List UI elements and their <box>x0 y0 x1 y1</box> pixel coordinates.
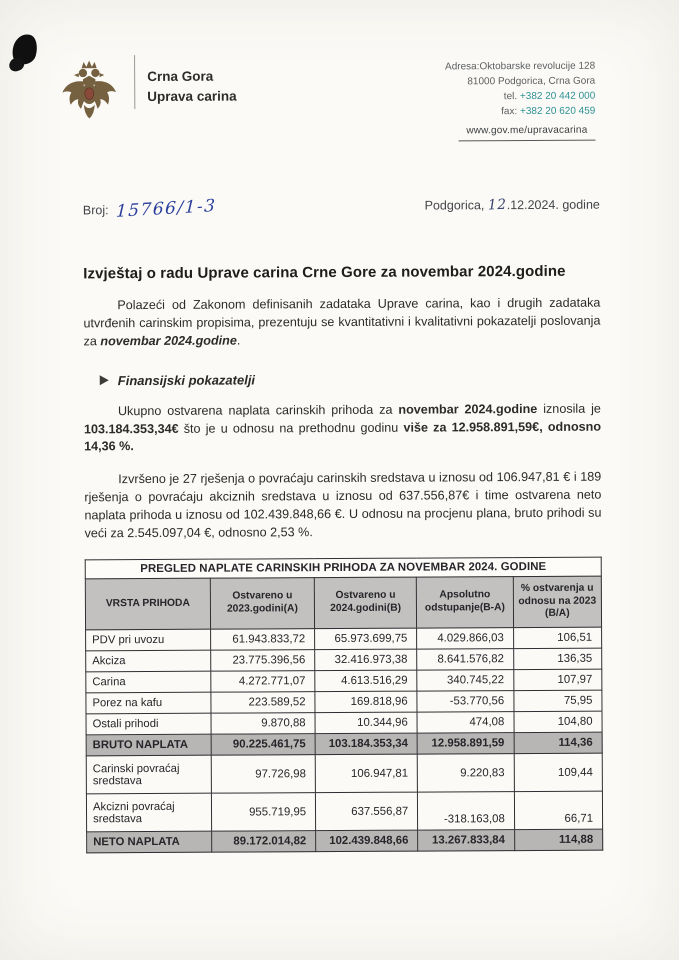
row-label-cell: Carinski povraćaj sredstava <box>86 756 211 795</box>
value-cell: 104,80 <box>514 711 602 732</box>
row-label-cell: PDV pri uvozu <box>86 630 211 652</box>
row-label-cell: Akciza <box>86 651 211 673</box>
fax-value: +382 20 620 459 <box>519 105 596 118</box>
fax-line <box>445 104 595 120</box>
value-cell: 109,44 <box>514 753 602 791</box>
value-cell: 223.589,52 <box>211 692 315 714</box>
revenue-table <box>85 556 604 853</box>
value-cell: 9.220,83 <box>417 754 514 793</box>
section-heading-label: Finansijski pokazatelji <box>117 372 256 388</box>
table-row-pdv <box>86 627 602 651</box>
text-segment: iznosila je <box>537 401 601 416</box>
value-cell: 474,08 <box>417 712 514 734</box>
value-cell: 169.818,96 <box>315 691 417 713</box>
value-cell: 114,88 <box>514 829 602 850</box>
table-row-carinski-povracaj <box>86 753 602 794</box>
row-label-cell: Porez na kafu <box>86 693 211 715</box>
value-cell: 89.172.014,82 <box>211 831 315 853</box>
value-cell: 90.225.461,75 <box>211 734 315 756</box>
brand-block <box>58 55 237 133</box>
table-row-porez-na-kafu <box>86 690 602 714</box>
value-cell: 4.613.516,29 <box>315 670 417 692</box>
value-cell: 65.973.699,75 <box>315 628 417 650</box>
value-cell: 955.719,95 <box>211 793 315 832</box>
value-cell: 8.641.576,82 <box>417 649 514 671</box>
place-name: Podgorica, <box>424 198 485 213</box>
value-cell: 103.184.353,34 <box>315 733 417 755</box>
text-segment-bold: više za 12.958.891,59€, odnosno 14,36 %. <box>84 419 602 454</box>
document-number <box>82 195 217 222</box>
address-block <box>445 53 596 142</box>
phone-value: +382 20 442 000 <box>519 90 596 103</box>
value-cell: 13.267.833,84 <box>418 830 515 852</box>
row-label-cell: Akcizni povraćaj sredstava <box>86 794 211 833</box>
org-name-country: Crna Gora <box>147 68 214 85</box>
coat-of-arms-icon <box>58 57 122 132</box>
table-row-ostali-prihodi <box>86 711 602 735</box>
value-cell: 106.947,81 <box>315 754 417 793</box>
document-title: Izvještaj o radu Uprave carina Crne Gore za novembar 2024.godine <box>83 262 566 283</box>
value-cell: 102.439.848,66 <box>316 830 418 852</box>
col-header-odstupanje: Apsolutno odstupanje(B-A) <box>417 576 514 628</box>
value-cell: 4.272.771,07 <box>211 671 315 693</box>
phone-line <box>445 89 595 105</box>
website-link: www.gov.me/upravacarina <box>458 122 595 142</box>
letterhead <box>0 0 678 144</box>
text-segment: što je u odnosu na prethodnu godinu <box>178 420 404 436</box>
value-cell: 61.943.833,72 <box>210 629 314 651</box>
col-header-2023: Ostvareno u 2023.godini(A) <box>210 577 314 629</box>
document-number-handwritten: 15766/1-3 <box>115 195 217 222</box>
col-header-2024: Ostvareno u 2024.godini(B) <box>314 577 416 629</box>
table-header-row <box>85 576 601 630</box>
value-cell: 66,71 <box>514 791 602 829</box>
meta-row <box>83 197 600 220</box>
address-line-2: 81000 Podgorica, Crna Gora <box>467 75 596 88</box>
value-cell: 106,51 <box>513 627 601 648</box>
value-cell: 97.726,98 <box>211 755 315 794</box>
value-cell: 4.029.866,03 <box>417 628 514 650</box>
row-label-cell: BRUTO NAPLATA <box>86 735 211 757</box>
document-number-label: Broj: <box>82 203 109 218</box>
table-row-akcizni-povracaj <box>86 791 602 832</box>
text-segment: . <box>236 333 241 348</box>
table-row-bruto-naplata <box>86 732 602 756</box>
table-title: PREGLED NAPLATE CARINSKIH PRIHODA ZA NOVEMBAR 2024. GODINE <box>85 557 601 579</box>
value-cell: 114,36 <box>514 732 602 753</box>
text-segment: Polazeći od Zakonom definisanih zadataka Uprave carina, kao i drugih zadataka utvrđenih carinskim propisima, prezentuju se kvantitativni i kvalitativni pokazatelji poslovanja za <box>83 295 601 349</box>
date-day-handwritten: 12 <box>487 196 508 214</box>
table-row-neto-naplata <box>87 829 603 853</box>
value-cell: 32.416.973,38 <box>315 649 417 671</box>
value-cell: 75,95 <box>514 690 602 711</box>
org-name-agency: Uprava carina <box>147 88 237 105</box>
value-cell: 9.870,88 <box>211 713 315 735</box>
value-cell: -318.163,08 <box>418 792 515 831</box>
address-line-1: Adresa:Oktobarske revolucije 128 <box>445 60 596 73</box>
row-label-cell: NETO NAPLATA <box>87 832 212 854</box>
date-rest: .12.2024. godine <box>506 197 600 213</box>
arrow-bullet-icon <box>100 375 109 385</box>
website-line <box>445 119 595 142</box>
phone-label: tel. <box>503 91 518 103</box>
col-header-vrsta-prihoda: VRSTA PRIHODA <box>85 578 210 630</box>
value-cell: 23.775.396,56 <box>211 650 315 672</box>
paragraph-naplata <box>84 400 601 456</box>
col-header-procenat: % ostvarenja u odnosu na 2023 (B/A) <box>513 576 602 628</box>
paragraph-povracaj: Izvršeno je 27 rješenja o povraćaju carinskih sredstava u iznosu od 106.947,81 € i 189 rješenja o povraćaju akciznih sredstava u iznosu od 637.556,87€ i time ostvarena neto naplata prihoda u iznosu od 102.439.848,66 €. U odnosu na procjenu plana, bruto prihodi su veći za 2.545.097,04 €, odnosno 2,53 %. <box>84 469 602 541</box>
table-row-akciza <box>86 648 602 672</box>
fax-label: fax: <box>501 106 518 118</box>
table-row-carina <box>86 669 602 693</box>
place-date <box>425 197 600 218</box>
text-segment: Ukupno ostvarena naplata carinskih prihoda za <box>117 402 399 418</box>
value-cell: 136,35 <box>513 648 601 669</box>
paragraph-intro <box>83 295 600 351</box>
section-heading-finansijski <box>100 370 601 388</box>
row-label-cell: Carina <box>86 672 211 694</box>
text-segment-bold: novembar 2024.godine <box>398 401 538 417</box>
value-cell: -53.770,56 <box>417 691 514 713</box>
value-cell: 637.556,87 <box>315 792 417 831</box>
row-label-cell: Ostali prihodi <box>86 714 211 736</box>
value-cell: 107,97 <box>513 669 601 690</box>
org-name-block <box>134 55 237 110</box>
text-segment-bold-italic: novembar 2024.godine <box>100 333 237 349</box>
value-cell: 340.745,22 <box>417 670 514 692</box>
value-cell: 10.344,96 <box>315 712 417 734</box>
text-segment-bold: 103.184.353,34€ <box>83 421 179 436</box>
value-cell: 12.958.891,59 <box>417 733 514 755</box>
